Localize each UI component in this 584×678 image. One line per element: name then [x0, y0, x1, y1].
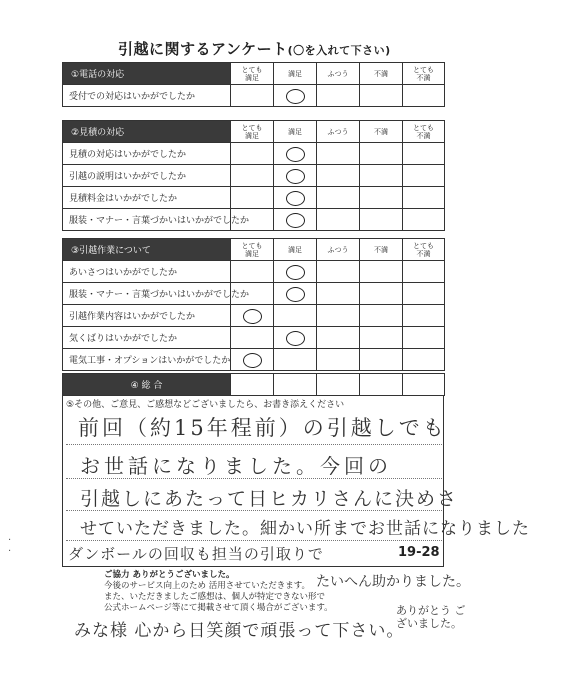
question-text: あいさつはいかがでしたか — [63, 261, 231, 283]
handwritten-line-2: お世話になりました。今回の — [80, 454, 392, 478]
question-row — [63, 85, 445, 107]
rating-cell[interactable] — [360, 165, 403, 187]
rating-cell[interactable] — [274, 349, 317, 371]
rating-cell[interactable] — [317, 85, 360, 107]
rating-cell[interactable] — [403, 305, 445, 327]
rating-cell[interactable] — [231, 165, 274, 187]
rating-cell[interactable] — [274, 305, 317, 327]
rating-cell[interactable] — [274, 143, 317, 165]
comment-prompt: ⑤その他、ご意見、ご感想などございましたら、お書き添えください — [66, 400, 345, 410]
rating-cell[interactable] — [274, 85, 317, 107]
rating-cell[interactable] — [360, 283, 403, 305]
overall-title: ④ 総 合 — [63, 374, 231, 396]
rating-cell[interactable] — [274, 165, 317, 187]
overall-section — [62, 373, 445, 396]
rating-cell[interactable] — [403, 209, 445, 231]
rating-cell[interactable] — [231, 261, 274, 283]
question-text: 服装・マナー・言葉づかいはいかがでしたか — [63, 283, 231, 305]
selected-circle-mark — [286, 169, 305, 184]
rating-cell[interactable] — [317, 349, 360, 371]
overall-cell[interactable] — [317, 374, 360, 396]
section-title: ①電話の対応 — [63, 63, 231, 85]
scan-mark: · · — [8, 535, 12, 557]
survey-title — [118, 38, 391, 59]
overall-cell[interactable] — [274, 374, 317, 396]
rating-cell[interactable] — [360, 209, 403, 231]
rating-cell[interactable] — [317, 187, 360, 209]
rating-header: とても 満足 — [231, 239, 274, 261]
question-row — [63, 209, 445, 231]
rating-cell[interactable] — [231, 187, 274, 209]
overall-cell[interactable] — [403, 374, 445, 396]
rating-cell[interactable] — [403, 143, 445, 165]
question-row — [63, 305, 445, 327]
rating-cell[interactable] — [231, 327, 274, 349]
thanks-line-2: 今後のサービス向上のため 活用させていただきます。 — [104, 581, 311, 591]
handwritten-closing-2: ありがとう ございました。 — [396, 604, 466, 630]
rating-cell[interactable] — [317, 283, 360, 305]
handwritten-closing: みな様 心から日笑顔で頑張って下さい。 — [74, 621, 405, 641]
rating-header: 満足 — [274, 121, 317, 143]
handwritten-line-4: せていただきました。細かい所までお世話になりました — [80, 519, 530, 539]
rating-cell[interactable] — [317, 261, 360, 283]
rating-cell[interactable] — [403, 261, 445, 283]
thanks-line-1: ご協力 ありがとうございました。 — [104, 570, 235, 580]
rating-header: ふつう — [317, 63, 360, 85]
rating-cell[interactable] — [274, 187, 317, 209]
rating-header: ふつう — [317, 121, 360, 143]
section-s2-table — [62, 120, 445, 231]
rating-cell[interactable] — [231, 283, 274, 305]
comment-line — [66, 540, 442, 541]
rating-header: とても 不満 — [403, 121, 445, 143]
rating-cell[interactable] — [317, 327, 360, 349]
rating-cell[interactable] — [317, 305, 360, 327]
rating-cell[interactable] — [360, 305, 403, 327]
selected-circle-mark — [286, 89, 305, 104]
question-text: 受付での対応はいかがでしたか — [63, 85, 231, 107]
question-row — [63, 327, 445, 349]
rating-cell[interactable] — [317, 165, 360, 187]
rating-cell[interactable] — [360, 261, 403, 283]
rating-cell[interactable] — [231, 143, 274, 165]
rating-cell[interactable] — [403, 327, 445, 349]
section-title: ②見積の対応 — [63, 121, 231, 143]
rating-cell[interactable] — [231, 209, 274, 231]
thanks-line-4: 公式ホームページ等にて掲載させて頂く場合がございます。 — [104, 603, 333, 613]
rating-header: とても 不満 — [403, 239, 445, 261]
rating-cell[interactable] — [360, 143, 403, 165]
rating-cell[interactable] — [403, 283, 445, 305]
handwritten-side-note: たいへん助かりました。 — [316, 574, 470, 590]
handwritten-line-3: 引越しにあたって日ヒカリさんに決めさ — [80, 488, 459, 510]
rating-cell[interactable] — [231, 349, 274, 371]
rating-header: とても 不満 — [403, 63, 445, 85]
rating-cell[interactable] — [360, 349, 403, 371]
selected-circle-mark — [286, 265, 305, 280]
thanks-message — [104, 570, 333, 614]
rating-header: 満足 — [274, 63, 317, 85]
question-text: 電気工事・オプションはいかがでしたか — [63, 349, 231, 371]
question-row — [63, 349, 445, 371]
selected-circle-mark — [286, 213, 305, 228]
rating-header: 不満 — [360, 63, 403, 85]
section-s3-table — [62, 238, 445, 371]
rating-cell[interactable] — [317, 143, 360, 165]
question-row — [63, 165, 445, 187]
question-text: 気くばりはいかがでしたか — [63, 327, 231, 349]
question-row — [63, 283, 445, 305]
question-row — [63, 187, 445, 209]
rating-cell[interactable] — [317, 209, 360, 231]
survey-title-sub: (〇を入れて下さい) — [287, 44, 391, 57]
question-row — [63, 261, 445, 283]
rating-cell[interactable] — [403, 187, 445, 209]
rating-header: とても 満足 — [231, 121, 274, 143]
section-title: ③引越作業について — [63, 239, 231, 261]
rating-header: 不満 — [360, 121, 403, 143]
selected-circle-mark — [286, 147, 305, 162]
rating-header: 不満 — [360, 239, 403, 261]
rating-cell[interactable] — [274, 261, 317, 283]
rating-cell[interactable] — [231, 305, 274, 327]
question-row — [63, 143, 445, 165]
rating-header: ふつう — [317, 239, 360, 261]
overall-cell[interactable] — [231, 374, 274, 396]
survey-title-main: 引越に関するアンケート — [118, 40, 288, 58]
survey-code: 19-28 — [398, 545, 440, 560]
rating-cell[interactable] — [403, 349, 445, 371]
handwritten-line-5: ダンボールの回収も担当の引取りで — [68, 545, 324, 563]
selected-circle-mark — [286, 287, 305, 302]
overall-cell[interactable] — [360, 374, 403, 396]
rating-cell[interactable] — [360, 187, 403, 209]
selected-circle-mark — [286, 331, 305, 346]
handwritten-line-1: 前回（約15年程前）の引越しでも — [78, 416, 447, 440]
question-text: 見積の対応はいかがでしたか — [63, 143, 231, 165]
comment-line — [66, 444, 442, 445]
rating-cell[interactable] — [360, 327, 403, 349]
rating-cell[interactable] — [274, 327, 317, 349]
rating-cell[interactable] — [403, 85, 445, 107]
selected-circle-mark — [243, 353, 262, 368]
section-s1-table — [62, 62, 445, 107]
rating-header: 満足 — [274, 239, 317, 261]
question-text: 見積料金はいかがでしたか — [63, 187, 231, 209]
rating-cell[interactable] — [231, 85, 274, 107]
selected-circle-mark — [286, 191, 305, 206]
rating-cell[interactable] — [403, 165, 445, 187]
question-text: 引越の説明はいかがでしたか — [63, 165, 231, 187]
question-text: 服装・マナー・言葉づかいはいかがでしたか — [63, 209, 231, 231]
rating-cell[interactable] — [274, 209, 317, 231]
thanks-line-3: また、いただきましたご感想は、個人が特定できない形で — [104, 592, 326, 602]
rating-cell[interactable] — [360, 85, 403, 107]
question-text: 引越作業内容はいかがでしたか — [63, 305, 231, 327]
selected-circle-mark — [243, 309, 262, 324]
rating-cell[interactable] — [274, 283, 317, 305]
rating-header: とても 満足 — [231, 63, 274, 85]
